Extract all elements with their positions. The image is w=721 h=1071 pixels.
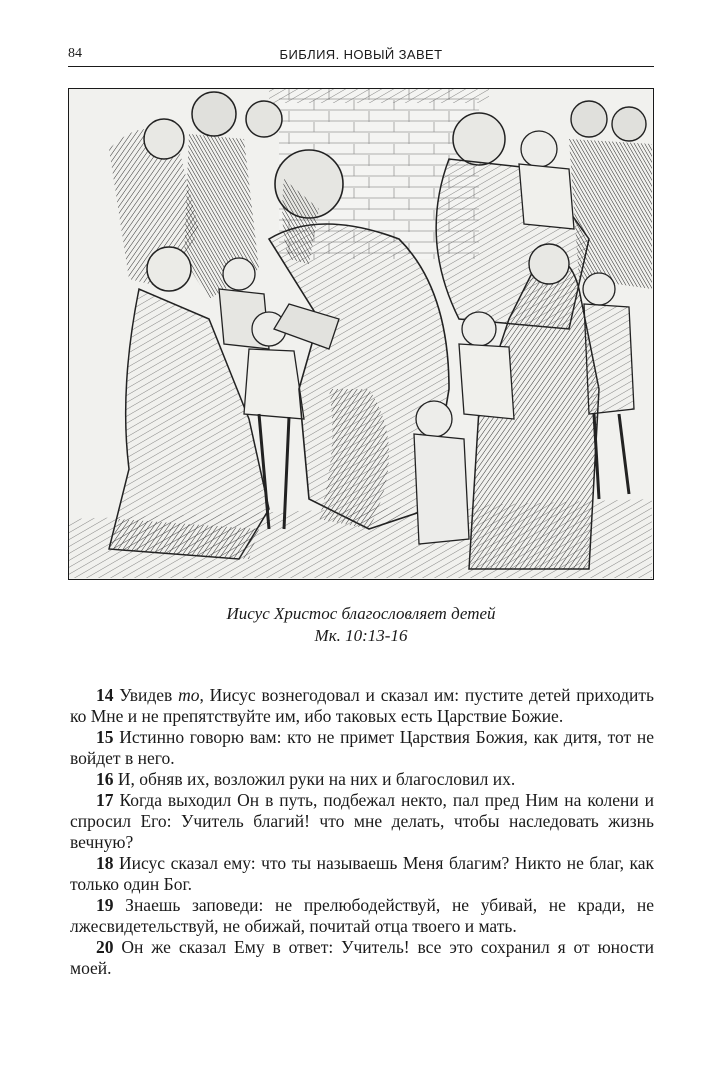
header-rule — [68, 66, 654, 67]
verse-16 — [70, 769, 654, 790]
verse-number: 19 — [96, 895, 114, 915]
verse-text-segment: Он же сказал Ему в ответ: Учитель! все это сохранил я от юности моей. — [70, 937, 655, 978]
verse-18 — [70, 853, 654, 895]
verse-text-segment: Знаешь заповеди: не прелюбодействуй, не убивай, не кради, не лжесвидетельствуй, не обижай, почитай отца твоего и мать. — [70, 895, 655, 936]
verse-number: 20 — [96, 937, 114, 957]
verse-text — [70, 685, 654, 979]
verse-14 — [70, 685, 654, 727]
verse-19 — [70, 895, 654, 937]
running-title: БИБЛИЯ. НОВЫЙ ЗАВЕТ — [279, 47, 443, 62]
verse-text-segment: Истинно говорю вам: кто не примет Царствия Божия, как дитя, тот не войдет в него. — [70, 727, 655, 768]
engraving-christ-blessing-children-icon — [69, 89, 652, 578]
page-number: 84 — [68, 46, 82, 61]
verse-15 — [70, 727, 654, 769]
verse-number: 16 — [96, 769, 114, 789]
page-header — [68, 46, 654, 66]
verse-text-segment: , Иисус вознегодовал и сказал им: пустите детей приходить ко Мне и не препятствуйте им, ибо таковых есть Царствие Божие. — [70, 685, 654, 726]
scripture-reference: Мк. 10:13-16 — [314, 626, 408, 645]
verse-17 — [70, 790, 654, 853]
verse-text-segment: то — [178, 685, 200, 705]
verse-text-segment: Иисус сказал ему: что ты называешь Меня благим? Никто не благ, как только один Бог. — [70, 853, 654, 894]
verse-number: 15 — [96, 727, 114, 747]
verse-20 — [70, 937, 654, 979]
verse-text-segment: И, обняв их, возложил руки на них и благословил их. — [117, 769, 516, 789]
verse-text-segment: Увидев — [119, 685, 179, 705]
verse-number: 17 — [96, 790, 114, 810]
illustration-caption: Иисус Христос благословляет детей — [226, 604, 496, 623]
verse-number: 14 — [96, 685, 114, 705]
verse-text-segment: Когда выходил Он в путь, подбежал некто, пал пред Ним на колени и спросил Его: Учитель благий! что мне делать, чтобы наследовать жизнь вечную? — [70, 790, 654, 852]
verse-number: 18 — [96, 853, 114, 873]
engraving-illustration — [68, 88, 654, 580]
